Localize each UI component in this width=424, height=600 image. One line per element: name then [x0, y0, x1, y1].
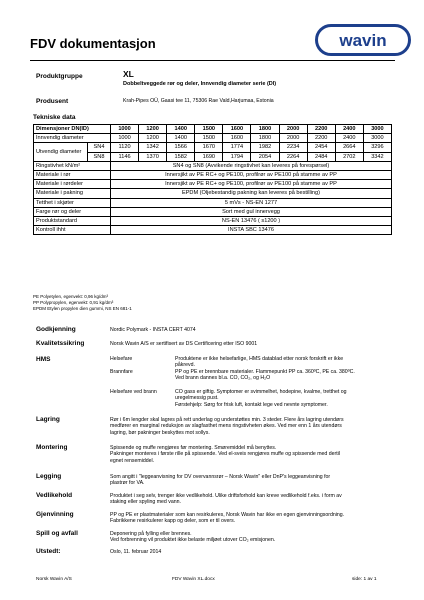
godkjenning-value: Nordic Polymark - INSTA CERT 4074	[110, 327, 196, 333]
spec-row-label: Produktstandard	[34, 216, 111, 225]
hms-line: PP og PE er brennbare materialer. Flammepunkt PP ca. 360ºC, PE ca. 380ºC.	[175, 369, 355, 375]
sn4-cell: 2454	[307, 143, 335, 152]
produsent-label: Produsent	[36, 98, 69, 105]
innvendig-cell: 1400	[167, 134, 195, 143]
produktgruppe-label: Produktgruppe	[36, 73, 83, 80]
dims-cell: 1600	[223, 125, 251, 134]
footer-center: FDV Wavin XL.docx	[172, 577, 215, 582]
sn8-cell: 1146	[111, 152, 139, 161]
innvendig-label: Innvendig diameter	[34, 134, 111, 143]
spec-row-label: Ringstivhet kN/m²	[34, 161, 111, 170]
godkjenning-label: Godkjenning	[36, 326, 76, 333]
innvendig-cell: 1500	[195, 134, 223, 143]
hms-line: Førstehjelp: Sørg for frisk luft, kontakt lege ved nevnte symptomer.	[175, 401, 328, 408]
vedlikehold-line: Produktet i seg selv, trenger ikke vedlikehold. Ulike driftsforhold kan kreve vedlikehold f.eks. i form av	[110, 493, 342, 499]
spec-row-label: Materiale i rør	[34, 170, 111, 179]
dims-cell: 2400	[335, 125, 363, 134]
sn8-cell: 2054	[251, 152, 279, 161]
spec-row-value: INSTA SBC 13476	[111, 226, 392, 235]
produsent-value: Krah-Pipes OÜ, Gaasi tee 11, 75306 Rae Vald,Harjumaa, Estonia	[123, 98, 274, 104]
montering-line: Pakninger monteres i første rille på spissende. Ved el-sveis rengjøres muffe og spissende med dertil	[110, 451, 340, 458]
spec-row	[34, 170, 392, 179]
innvendig-cell: 1800	[251, 134, 279, 143]
spec-row	[34, 180, 392, 189]
legging-line: plastrør for VA.	[110, 480, 145, 487]
sn8-cell: 3342	[363, 152, 391, 161]
footer-right: side: 1 av 1	[352, 577, 377, 582]
hms-line: Ved brann dannes bl.a. CO, CO₂, og H₂O	[175, 375, 271, 382]
note-pe: PE Polyetylen, egenvekt: 0,96 kg/dm³	[33, 294, 109, 299]
hms-line: Produktene er ikke helsefarlige, HMS datablad etter norsk forskrift er ikke	[175, 356, 344, 362]
utvendig-label: Utvendig diameter	[34, 143, 88, 161]
dims-cell: 3000	[363, 125, 391, 134]
innvendig-cell: 2400	[335, 134, 363, 143]
innvendig-row	[34, 134, 392, 143]
sn4-cell: 2664	[335, 143, 363, 152]
produktgruppe-subtitle: Dobbeltveggede rør og deler, Innvendig diameter serie (DI)	[123, 81, 277, 87]
hms-label: HMS	[36, 356, 51, 363]
spec-row	[34, 207, 392, 216]
sn4-cell: 1342	[139, 143, 167, 152]
spec-row	[34, 198, 392, 207]
page-title: FDV dokumentasjon	[30, 36, 156, 51]
spill-line: Deponering på fylling eller brennes.	[110, 531, 192, 537]
kvalitetssikring-value: Norsk Wavin A/S er sertifisert av DS Certificering etter ISO 9001	[110, 341, 258, 347]
sn8-cell: 1794	[223, 152, 251, 161]
sn4-cell: 1774	[223, 143, 251, 152]
innvendig-cell: 2000	[279, 134, 307, 143]
dims-cell: 1000	[111, 125, 139, 134]
sn8-cell: 2264	[279, 152, 307, 161]
note-epdm: EPDM Etylen propylen dien gummi, NS EN 681-1	[33, 306, 132, 312]
innvendig-cell: 2200	[307, 134, 335, 143]
utstedt-label: Utstedt:	[36, 548, 61, 555]
gjenvinning-line: PP og PE er plastmaterialer som kan resirkuleres, Norsk Wavin har ikke en egen gjenvinningsordning.	[110, 512, 345, 518]
kvalitetssikring-label: Kvalitetssikring	[36, 340, 85, 347]
hms-key: Helsefare ved brann	[110, 389, 157, 395]
utvendig-sn4-row	[34, 143, 392, 152]
wavin-logo	[315, 24, 411, 56]
spec-row	[34, 216, 392, 225]
spec-row-value: SN4 og SN8 (Avvikende ringstivhet kan leveres på forespørsel)	[111, 161, 392, 170]
hms-key: Helsefare	[110, 356, 133, 362]
spec-row-value: Innersjikt av PE RC+ og PE100, profilrør av PE100 på stamme av PP	[111, 170, 392, 179]
hms-key: Brannfare	[110, 369, 133, 375]
spec-row-label: Farge rør og deler	[34, 207, 111, 216]
hms-line: CO gass er giftig. Symptomer er svimmelhet, hodepine, kvalme, tretthet og	[175, 389, 347, 395]
spec-row-value: NS-EN 13476 ( s1200 )	[111, 216, 392, 225]
dims-cell: 1500	[195, 125, 223, 134]
sn8-label: SN8	[88, 152, 111, 161]
hms-line: påkrevd.	[175, 362, 195, 369]
svg-text:wavin: wavin	[339, 31, 387, 50]
spec-row-label: Tetthet i skjøter	[34, 198, 111, 207]
sn4-cell: 1120	[111, 143, 139, 152]
gjenvinning-label: Gjenvinning	[36, 511, 74, 518]
sn8-cell: 2702	[335, 152, 363, 161]
sn4-cell: 2234	[279, 143, 307, 152]
spec-row	[34, 161, 392, 170]
vedlikehold-label: Vedlikehold	[36, 492, 73, 499]
lagring-line: medfører en marginal reduksjon av slagfasthet mens ringstivheten økes. Ved mer enn 1 års utendørs	[110, 423, 342, 430]
note-pp: PP Polypropylen, egenvekt: 0,91 kg/dm³	[33, 300, 114, 306]
spec-row-value: Innersjikt av PE RC+ og PE100, profilrør av PE100 på stamme av PP	[111, 180, 392, 189]
legging-label: Legging	[36, 473, 62, 480]
innvendig-cell: 1600	[223, 134, 251, 143]
spec-row-label: Kontroll ihht	[34, 226, 111, 235]
spill-label: Spill og avfall	[36, 530, 78, 537]
dims-cell: 2000	[279, 125, 307, 134]
dims-cell: 1400	[167, 125, 195, 134]
innvendig-cell: 3000	[363, 134, 391, 143]
sn4-cell: 1982	[251, 143, 279, 152]
lagring-line: Rør i 6m lengder skal lagres på rett underlag og understøttes min. 3 steder. Flere års lagring utendørs	[110, 417, 344, 423]
hms-line: uregelmessig pust.	[175, 395, 219, 402]
innvendig-cell: 1000	[111, 134, 139, 143]
dims-cell: 2200	[307, 125, 335, 134]
footer-left: Norsk Wavin A/S	[36, 577, 72, 582]
lagring-label: Lagring	[36, 416, 60, 423]
dims-cell: 1800	[251, 125, 279, 134]
spec-table	[33, 124, 392, 235]
sn4-cell: 3296	[363, 143, 391, 152]
material-notes	[33, 294, 132, 313]
montering-line: egnet rensemiddel.	[110, 457, 155, 464]
innvendig-cell: 1200	[139, 134, 167, 143]
spec-row	[34, 226, 392, 235]
montering-line: Spissende og muffe rengjøres før montering. Smøremiddel må benyttes.	[110, 445, 277, 451]
vedlikehold-line: staking eller spyling med vann.	[110, 499, 181, 506]
dims-row	[34, 125, 392, 134]
spec-row-label: Materiale i pakning	[34, 189, 111, 198]
sn8-cell: 1690	[195, 152, 223, 161]
sn4-cell: 1566	[167, 143, 195, 152]
montering-label: Montering	[36, 444, 68, 451]
lagring-line: lagring, bør pakninger beskyttes mot sollys.	[110, 429, 210, 436]
dims-label: Dimensjoner DN(ID)	[34, 125, 111, 134]
utstedt-value: Oslo, 11. februar 2014	[110, 549, 162, 555]
legging-line: Som angitt i "leggeanvisning for DV overvannsrør – Norsk Wavin" eller DnP's leggeanvisning for	[110, 474, 331, 480]
sn8-cell: 1582	[167, 152, 195, 161]
gjenvinning-line: Fabrikkene resirkulerer kapp og deler, som er til overs.	[110, 518, 236, 525]
tekniske-data-label: Tekniske data	[33, 114, 76, 121]
utvendig-sn8-row	[34, 152, 392, 161]
sn8-cell: 1370	[139, 152, 167, 161]
sn8-cell: 2484	[307, 152, 335, 161]
header-rule	[30, 60, 395, 61]
spec-row-label: Materiale i rørdeler	[34, 180, 111, 189]
spec-row-value: Sort med gul innervegg	[111, 207, 392, 216]
spec-row-value: EPDM (Oljebestandig pakning kan leveres på bestilling)	[111, 189, 392, 198]
spill-line: Ved forbrenning vil produktet ikke belaste miljøet utover CO₂ emisjonen.	[110, 537, 276, 544]
sn4-label: SN4	[88, 143, 111, 152]
produktgruppe-value: XL	[123, 69, 134, 79]
sn4-cell: 1670	[195, 143, 223, 152]
spec-row-value: 5 mVs - NS-EN 1277	[111, 198, 392, 207]
spec-row	[34, 189, 392, 198]
dims-cell: 1200	[139, 125, 167, 134]
